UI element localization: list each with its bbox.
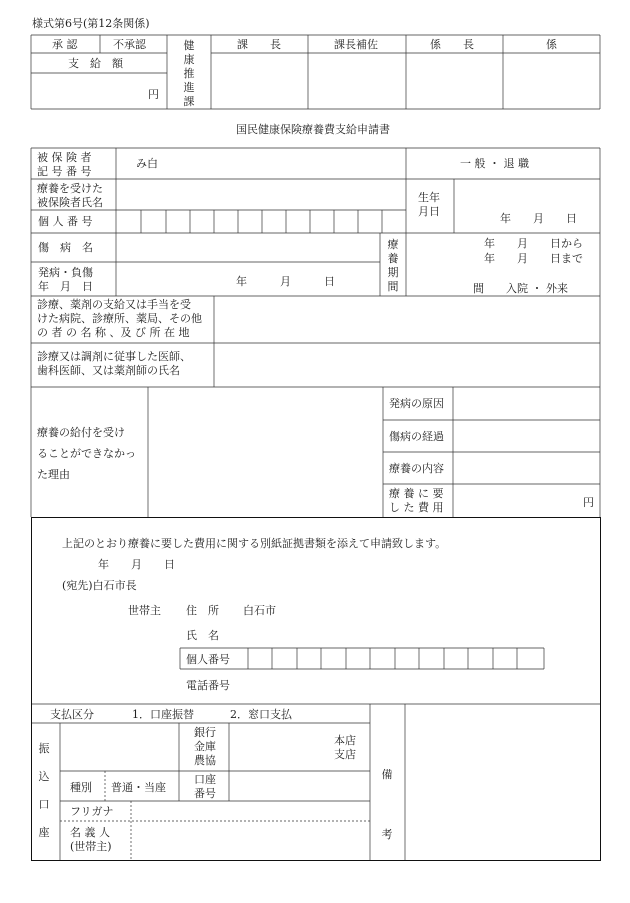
- form-title: 国民健康保険療養費支給申請書: [236, 123, 390, 136]
- branch-type-label: 本店 支店: [334, 734, 356, 761]
- payment-amount-yen: 円: [148, 88, 159, 101]
- staff-label: 係: [546, 38, 557, 51]
- department-label: 健康推進課: [183, 39, 195, 108]
- assistant-chief-label: 課長補佐: [334, 38, 378, 51]
- bank-type-label: 銀行 金庫 農協: [194, 726, 216, 767]
- addressee: (宛先)白石市長: [62, 579, 137, 592]
- hospital-label: 診療、薬剤の支給又は手当を受 けた病院、診療所、薬局、その他 の 者 の 名 称 、及 び 所 在 地: [37, 298, 202, 339]
- insured-name-label: 療養を受けた 被保険者氏名: [37, 182, 103, 209]
- remarks-label: 備考: [381, 768, 393, 841]
- reason-label: 療養の給付を受け ることができなかっ た理由: [37, 426, 136, 481]
- insured-number-label: 被 保 険 者 記 号 番 号: [37, 151, 92, 178]
- payment-amount-label: 支 給 額: [68, 57, 123, 70]
- treatment-content-label: 療養の内容: [389, 462, 444, 475]
- birth-date-label: 生年 月日: [418, 191, 440, 218]
- section-chief-label: 係 長: [430, 38, 474, 51]
- declaration-date[interactable]: 年 月 日: [98, 558, 175, 571]
- transfer-account-label: 振込口座: [38, 742, 50, 839]
- onset-date-label: 発病・負傷 年 月 日: [38, 266, 93, 293]
- phone-label: 電話番号: [186, 679, 230, 692]
- account-type-value[interactable]: 普通・当座: [111, 781, 166, 794]
- treatment-cost-yen: 円: [583, 496, 594, 509]
- applicant-individual-number-label: 個人番号: [186, 653, 230, 666]
- household-head-label: 世帯主: [128, 604, 161, 617]
- reject-label[interactable]: 不承認: [113, 38, 146, 51]
- insured-category[interactable]: 一 般 ・ 退 職: [460, 157, 529, 170]
- account-holder-label: 名 義 人 (世帯主): [70, 826, 112, 853]
- individual-number-label: 個 人 番 号: [38, 215, 93, 228]
- progress-label: 傷病の経過: [389, 430, 444, 443]
- insured-number-value[interactable]: み白: [136, 157, 158, 170]
- illness-name-label: 傷 病 名: [38, 241, 93, 254]
- birth-date-value[interactable]: 年 月 日: [500, 212, 577, 225]
- payment-category-label: 支払区分: [50, 708, 94, 721]
- furigana-label: フリガナ: [70, 805, 114, 818]
- address-label: 住 所: [186, 604, 219, 617]
- payment-option-transfer[interactable]: 1．口座振替: [132, 708, 194, 721]
- onset-date-value[interactable]: 年 月 日: [236, 275, 335, 288]
- form-number: 様式第6号(第12条関係): [32, 17, 150, 30]
- period-from[interactable]: 年 月 日から: [484, 237, 583, 250]
- approve-label[interactable]: 承 認: [52, 38, 78, 51]
- account-type-label: 種別: [70, 781, 92, 794]
- address-value[interactable]: 白石市: [243, 604, 276, 617]
- applicant-name-label: 氏 名: [186, 629, 219, 642]
- payment-option-counter[interactable]: 2．窓口支払: [230, 708, 292, 721]
- declaration-statement: 上記のとおり療養に要した費用に関する別紙証拠書類を添えて申請致します。: [62, 537, 447, 550]
- chief-label: 課 長: [237, 38, 281, 51]
- period-to[interactable]: 年 月 日まで: [484, 252, 583, 265]
- doctor-label: 診療又は調剤に従事した医師、 歯科医師、又は薬剤師の氏名: [37, 350, 191, 377]
- cause-label: 発病の原因: [389, 397, 444, 410]
- treatment-cost-label: 療 養 に 要 し た 費 用: [389, 487, 444, 514]
- period-days-type[interactable]: 間 入院 ・ 外来: [473, 282, 568, 295]
- treatment-period-label: 療養期間: [387, 238, 399, 293]
- account-number-label: 口座 番号: [194, 773, 216, 800]
